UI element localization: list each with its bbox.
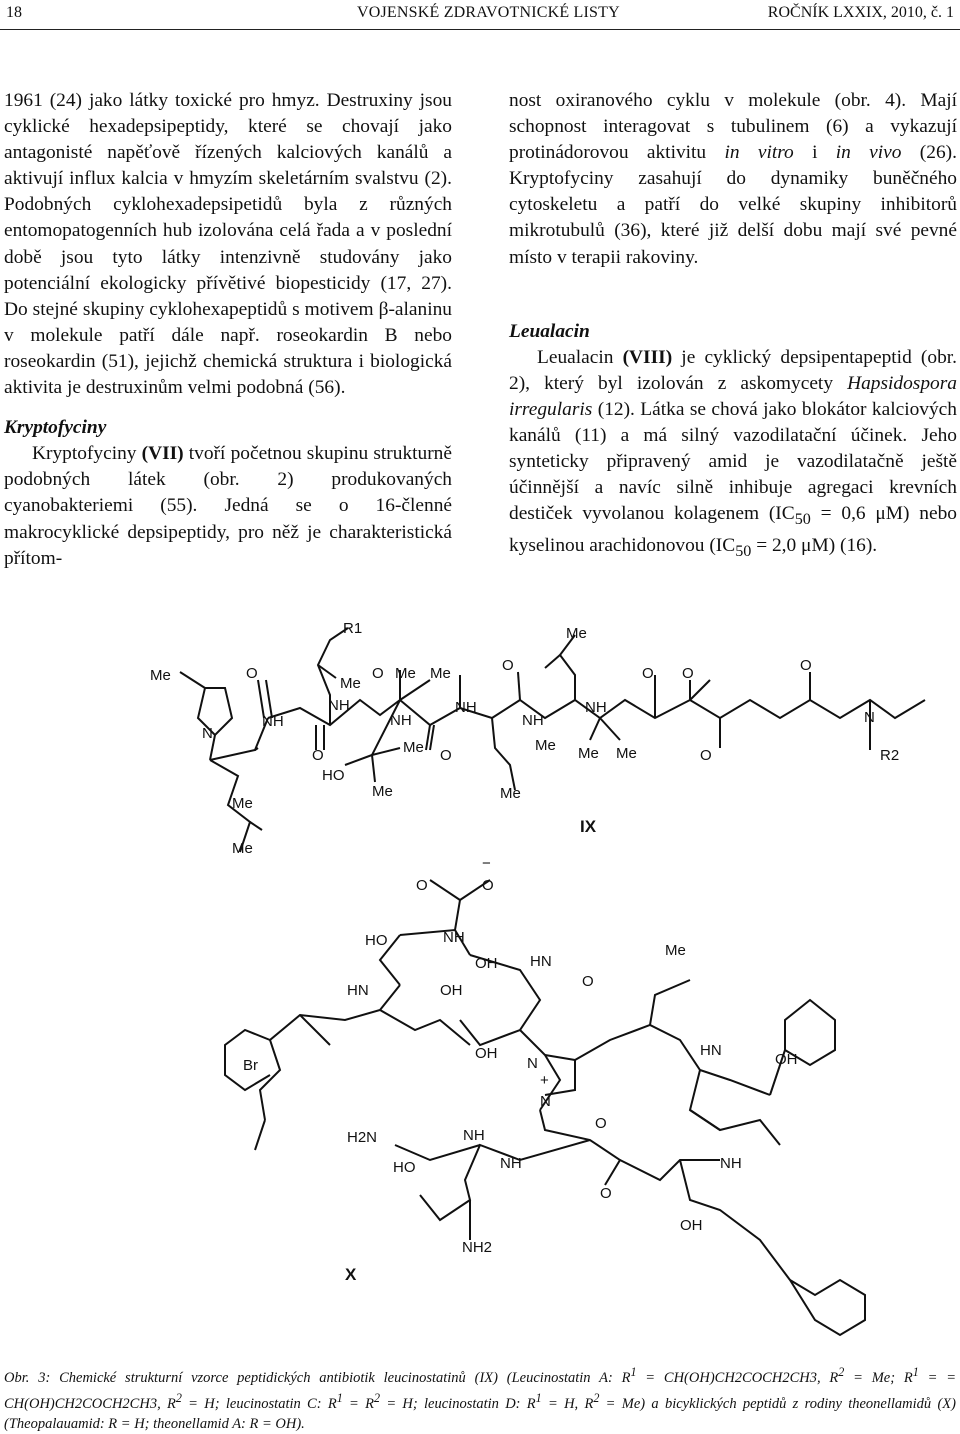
right-column	[509, 88, 957, 565]
atom-label: OH	[475, 1045, 498, 1062]
atom-label: NH	[463, 1127, 485, 1144]
atom-label: Me	[578, 745, 599, 762]
atom-label: Me	[535, 737, 556, 754]
journal-title: VOJENSKÉ ZDRAVOTNICKÉ LISTY	[357, 4, 620, 21]
atom-label: NH	[720, 1155, 742, 1172]
atom-label: Me	[232, 840, 253, 857]
atom-label: Me	[665, 942, 686, 959]
atom-label: HN	[700, 1042, 722, 1059]
atom-label: N	[202, 725, 213, 742]
atom-label: NH	[522, 712, 544, 729]
atom-label: R2	[880, 747, 900, 764]
atom-label: O	[600, 1185, 612, 1202]
atom-label: HN	[530, 953, 552, 970]
atom-label: OH	[775, 1051, 798, 1068]
atom-label: HN	[347, 982, 369, 999]
volume-info: ROČNÍK LXXIX, 2010, č. 1	[767, 4, 954, 21]
structure-x-atoms	[243, 855, 798, 1256]
atom-label: Me	[430, 665, 451, 682]
atom-label: Me	[232, 795, 253, 812]
label-x: X	[345, 1265, 357, 1284]
atom-label: O	[482, 877, 494, 894]
atom-label: O	[682, 665, 694, 682]
atom-label: R1	[343, 620, 363, 637]
atom-label: O	[642, 665, 654, 682]
paragraph-destruxiny: 1961 (24) jako látky toxické pro hmyz. Destruxiny jsou cyklické hexadepsipeptidy, které se chovají jako antagonisté napěťově řízených kalciových kanálů a aktivují influx kalcia v hmyzím skeletárním svalstvu (2). Podobných cyklohexadepsipetidů byla z různých entomopatogenních hub izolována celá řada a v poslední době jsou tyto látky intenzivně studovány jako potenciální ekologicky přívětivé biopesticidy (17, 27). Do stejné skupiny cyklohexapeptidů s motivem β-alaninu v molekule patří dále např. roseokardin B nebo roseokardin (51), jejichž chemická struktura i biologická aktivita je destruxinům velmi podobná (56).	[4, 90, 452, 399]
atom-label: HO	[393, 1159, 416, 1176]
atom-label: HO	[322, 767, 345, 784]
atom-label: O	[502, 657, 514, 674]
atom-label: NH	[455, 699, 477, 716]
header-rule	[0, 29, 960, 30]
structure-ix-atoms	[150, 620, 899, 857]
atom-label: N	[527, 1055, 538, 1072]
left-column	[4, 88, 452, 572]
heading-kryptofyciny: Kryptofyciny	[4, 417, 107, 439]
atom-label: NH2	[462, 1239, 493, 1256]
atom-label: NH	[585, 699, 607, 716]
atom-label: Me	[340, 675, 361, 692]
label-ix: IX	[580, 817, 597, 836]
atom-label: Me	[395, 665, 416, 682]
atom-label: O	[246, 665, 258, 682]
atom-label: O	[800, 657, 812, 674]
atom-label: OH	[440, 982, 463, 999]
atom-label: Me	[566, 625, 587, 642]
paragraph-kryptofyciny-cont: nost oxiranového cyklu v molekule (obr. 4). Mají schopnost interagovat s tubulinem (6) a vykazují protinádorovou aktivitu in vitro i in vivo (26). Kryptofyciny zasahují do dynamiky buněčného cytoskeletu a patří do velké skupiny inhibitorů mikrotubulů (36), které již delší dobu mají své pevné místo v terapii rakoviny.	[509, 90, 957, 268]
atom-label: −	[482, 855, 491, 872]
atom-label: H2N	[347, 1129, 378, 1146]
chemical-structures-figure	[0, 600, 960, 1340]
atom-label: Me	[500, 785, 521, 802]
atom-label: NH	[443, 929, 465, 946]
atom-label: O	[372, 665, 384, 682]
atom-label: O	[416, 877, 428, 894]
atom-label: HO	[365, 932, 388, 949]
atom-label: Me	[150, 667, 171, 684]
atom-label: Me	[403, 739, 424, 756]
figure-caption: Obr. 3: Chemické strukturní vzorce peptidických antibiotik leucinostatinů (IX) (Leucinostatin A: $R^1$ = CH(OH)CH2COCH2CH3, $R^2 = Me$; $R^1$ = = CH(OH)CH2COCH2CH3, $R^2 = H$; leucinostatin C: $R^1 = R^2 = H$; leucinostatin D: $R^1 = H$, $R^2 = Me$) a bicyklických peptidů z rodiny theonellamidů (X) (Theopalauamid: R = H; theonellamid A: R = OH).	[4, 1365, 956, 1432]
atom-label: O	[595, 1115, 607, 1132]
atom-label: O	[440, 747, 452, 764]
atom-label: O	[700, 747, 712, 764]
atom-label: NH	[390, 712, 412, 729]
atom-label: Br	[243, 1057, 258, 1074]
atom-label: OH	[475, 955, 498, 972]
heading-leualacin: Leualacin	[509, 320, 590, 342]
page-header	[0, 0, 960, 40]
structures-svg	[0, 600, 960, 1340]
atom-label: +	[540, 1072, 549, 1089]
atom-label: O	[582, 973, 594, 990]
atom-label: Me	[372, 783, 393, 800]
atom-label: Me	[616, 745, 637, 762]
atom-label: NH	[500, 1155, 522, 1172]
atom-label: O	[312, 747, 324, 764]
atom-label: N	[540, 1093, 551, 1110]
atom-label: N	[864, 709, 875, 726]
atom-label: NH	[328, 697, 350, 714]
atom-label: NH	[262, 713, 284, 730]
page-number: 18	[6, 4, 22, 21]
atom-label: OH	[680, 1217, 703, 1234]
paragraph-leualacin: Leualacin (VIII) je cyklický depsipentapeptid (obr. 2), který byl izolován z askomycety Hapsidospora irregularis (12). Látka se chová jako blokátor kalciových kanálů (11) a má silný vazodilatační účinek. Jeho synteticky připravený amid je vazodilatačně ještě účinnější a navíc silně inhibuje agregaci krevních destiček vyvolanou kolagenem ($IC_{50} = 0,6$ μM) nebo kyselinou arachidonovou ($IC_{50} = 2,0$ μM) (16).	[509, 346, 957, 561]
paragraph-kryptofyciny: Kryptofyciny (VII) tvoří početnou skupinu strukturně podobných látek (obr. 2) produkovaných cyanobakteriemi (55). Jedná se o 16-členné makrocyklické depsipeptidy, pro něž je charakteristická přítom-	[4, 443, 452, 569]
